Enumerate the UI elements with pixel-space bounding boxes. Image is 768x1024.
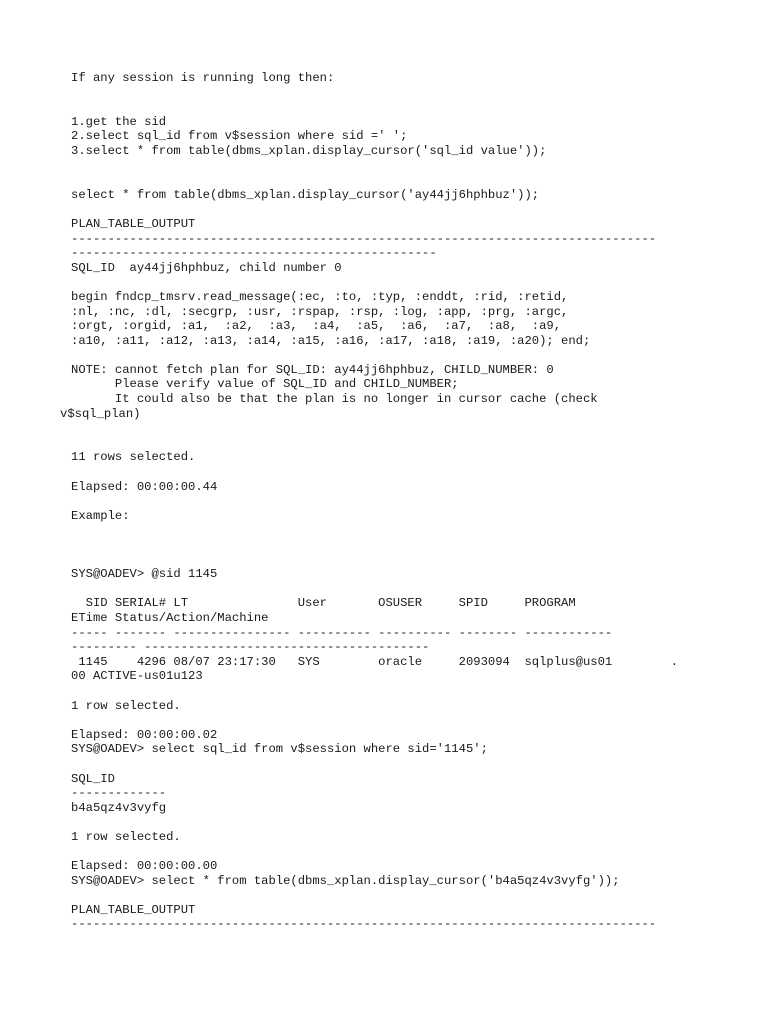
- note-line-3: It could also be that the plan is no longer in cursor cache (check: [71, 392, 598, 407]
- plan-table-output-header-2: PLAN_TABLE_OUTPUT: [71, 902, 196, 917]
- elapsed-time-1: Elapsed: 00:00:00.44: [71, 479, 218, 494]
- step-3: 3.select * from table(dbms_xplan.display_cursor('sql_id value'));: [71, 143, 547, 158]
- note-line-4: v$sql_plan): [60, 406, 141, 421]
- rows-selected-text: 11 rows selected.: [71, 450, 196, 465]
- note-line-2: Please verify value of SQL_ID and CHILD_NUMBER;: [71, 377, 459, 392]
- intro-text: If any session is running long then:: [71, 71, 335, 85]
- query-2: SYS@OADEV> select sql_id from v$session where sid='1145';: [71, 742, 488, 757]
- elapsed-time-3: Elapsed: 00:00:00.00: [71, 859, 218, 874]
- begin-block-line-2: :nl, :nc, :dl, :secgrp, :usr, :rspap, :rsp, :log, :app, :prg, :argc,: [71, 304, 569, 319]
- table-row-line-2: 00 ACTIVE-us01u123: [71, 669, 203, 684]
- row-selected-text-1: 1 row selected.: [71, 698, 181, 713]
- sql-id-column-header: SQL_ID: [71, 771, 115, 786]
- query-3: SYS@OADEV> select * from table(dbms_xplan.display_cursor('b4a5qz4v3vyfg'));: [71, 873, 620, 888]
- begin-block-line-4: :a10, :a11, :a12, :a13, :a14, :a15, :a16, :a17, :a18, :a19, :a20); end;: [71, 333, 591, 348]
- step-2: 2.select sql_id from v$session where sid =' ';: [71, 129, 408, 144]
- step-1: 1.get the sid: [71, 114, 167, 129]
- table-row-line-1: 1145 4296 08/07 23:17:30 SYS oracle 2093094 sqlplus@us01 .: [71, 654, 679, 669]
- begin-block-line-3: :orgt, :orgid, :a1, :a2, :a3, :a4, :a5, :a6, :a7, :a8, :a9,: [71, 319, 562, 334]
- sid-prompt: SYS@OADEV> @sid 1145: [71, 567, 218, 582]
- table-header-line-2: ETime Status/Action/Machine: [71, 610, 269, 625]
- row-selected-text-2: 1 row selected.: [71, 829, 181, 844]
- elapsed-time-2: Elapsed: 00:00:00.02: [71, 727, 218, 742]
- sql-id-line: SQL_ID ay44jj6hphbuz, child number 0: [71, 260, 342, 275]
- separator-long-1: --------------------------------------------------------------------------------: [71, 231, 657, 246]
- begin-block-line-1: begin fndcp_tmsrv.read_message(:ec, :to, :typ, :enddt, :rid, :retid,: [71, 289, 569, 304]
- query-1: select * from table(dbms_xplan.display_cursor('ay44jj6hphbuz'));: [71, 187, 540, 202]
- sql-id-separator: -------------: [71, 786, 167, 801]
- separator-long-final: --------------------------------------------------------------------------------: [71, 917, 657, 932]
- table-separator-line-1: ----- ------- ---------------- ---------- ---------- -------- ------------: [71, 625, 613, 640]
- example-label: Example:: [71, 508, 130, 523]
- sql-id-value: b4a5qz4v3vyfg: [71, 800, 167, 815]
- document-body: [60, 71, 751, 932]
- separator-short-1: --------------------------------------------------: [71, 246, 437, 261]
- plan-table-output-header-1: PLAN_TABLE_OUTPUT: [71, 216, 196, 231]
- table-separator-line-2: --------- ---------------------------------------: [71, 640, 430, 655]
- table-header-line-1: SID SERIAL# LT User OSUSER SPID PROGRAM: [71, 596, 576, 611]
- note-line-1: NOTE: cannot fetch plan for SQL_ID: ay44jj6hphbuz, CHILD_NUMBER: 0: [71, 362, 554, 377]
